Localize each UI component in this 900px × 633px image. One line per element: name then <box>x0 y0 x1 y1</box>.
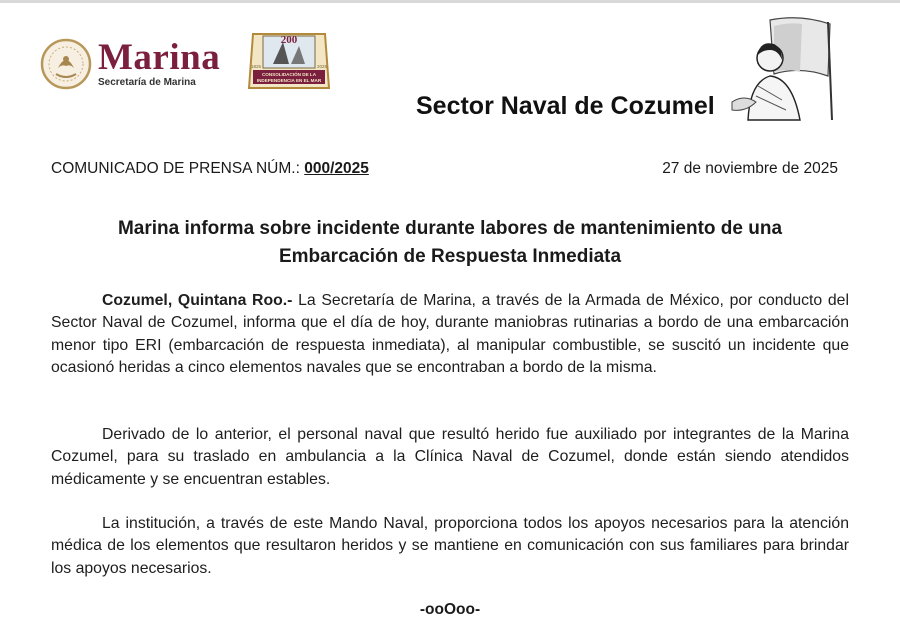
headline-line2: Embarcación de Respuesta Inmediata <box>278 246 622 267</box>
marina-logo <box>98 38 220 88</box>
headline-line1: Marina informa sobre incidente durante labores de mantenimiento de una <box>117 218 783 239</box>
badge-year-right: 2025 <box>317 64 328 69</box>
paragraph-3-text: La institución, a través de este Mando Naval, proporciona todos los apoyos necesarios para la atención médica de los elementos que resultaron heridos y se mantiene en comunicación con sus familiares para brindar los apoyos necesarios. <box>51 515 849 577</box>
paragraph-1 <box>51 290 849 380</box>
release-date: 27 de noviembre de 2025 <box>662 160 838 177</box>
press-label: COMUNICADO DE PRENSA NÚM.: <box>51 160 305 177</box>
badge-text-line1: CONSOLIDACIÓN DE LA <box>261 72 317 77</box>
brand-name: Marina <box>98 37 221 78</box>
mexico-seal-icon <box>40 38 92 90</box>
brand-subtitle: Secretaría de Marina <box>98 77 196 88</box>
paragraph-1-text: La Secretaría de Marina, a través de la Armada de México, por conducto del Sector Naval de Cozumel, informa que el día de hoy, durante maniobras rutinarias a bordo de una embarcación menor tipo ERI (embarcación de respuesta inmediata), al manipular combustible, se suscitó un incidente que ocasionó heridas a cinco elementos navales que se encontraban a bordo de la misma. <box>51 292 849 377</box>
paragraph-2-text: Derivado de lo anterior, el personal naval que resultó herido fue auxiliado por integrantes de la Marina Cozumel, para su traslado en ambulancia a la Clínica Naval de Cozumel, donde están siendo atendidos médicamente y se encuentran estables. <box>51 426 849 488</box>
heroine-flag-illustration <box>730 16 836 124</box>
sector-title: Sector Naval de Cozumel <box>416 92 715 120</box>
headline <box>50 215 850 271</box>
paragraph-3 <box>51 513 849 580</box>
badge-year-left: 1825 <box>251 64 262 69</box>
press-number: 000/2025 <box>304 160 369 177</box>
closing-mark: -ooOoo- <box>419 601 481 618</box>
badge-text-line2: INDEPENDENCIA EN EL MAR <box>256 78 322 83</box>
badge-number: 200 <box>280 34 298 46</box>
paragraph-2 <box>51 424 849 491</box>
bicentennial-badge <box>243 28 335 94</box>
press-release-line <box>51 160 369 178</box>
top-border <box>0 0 900 3</box>
paragraph-1-lead: Cozumel, Quintana Roo.- <box>102 292 293 309</box>
